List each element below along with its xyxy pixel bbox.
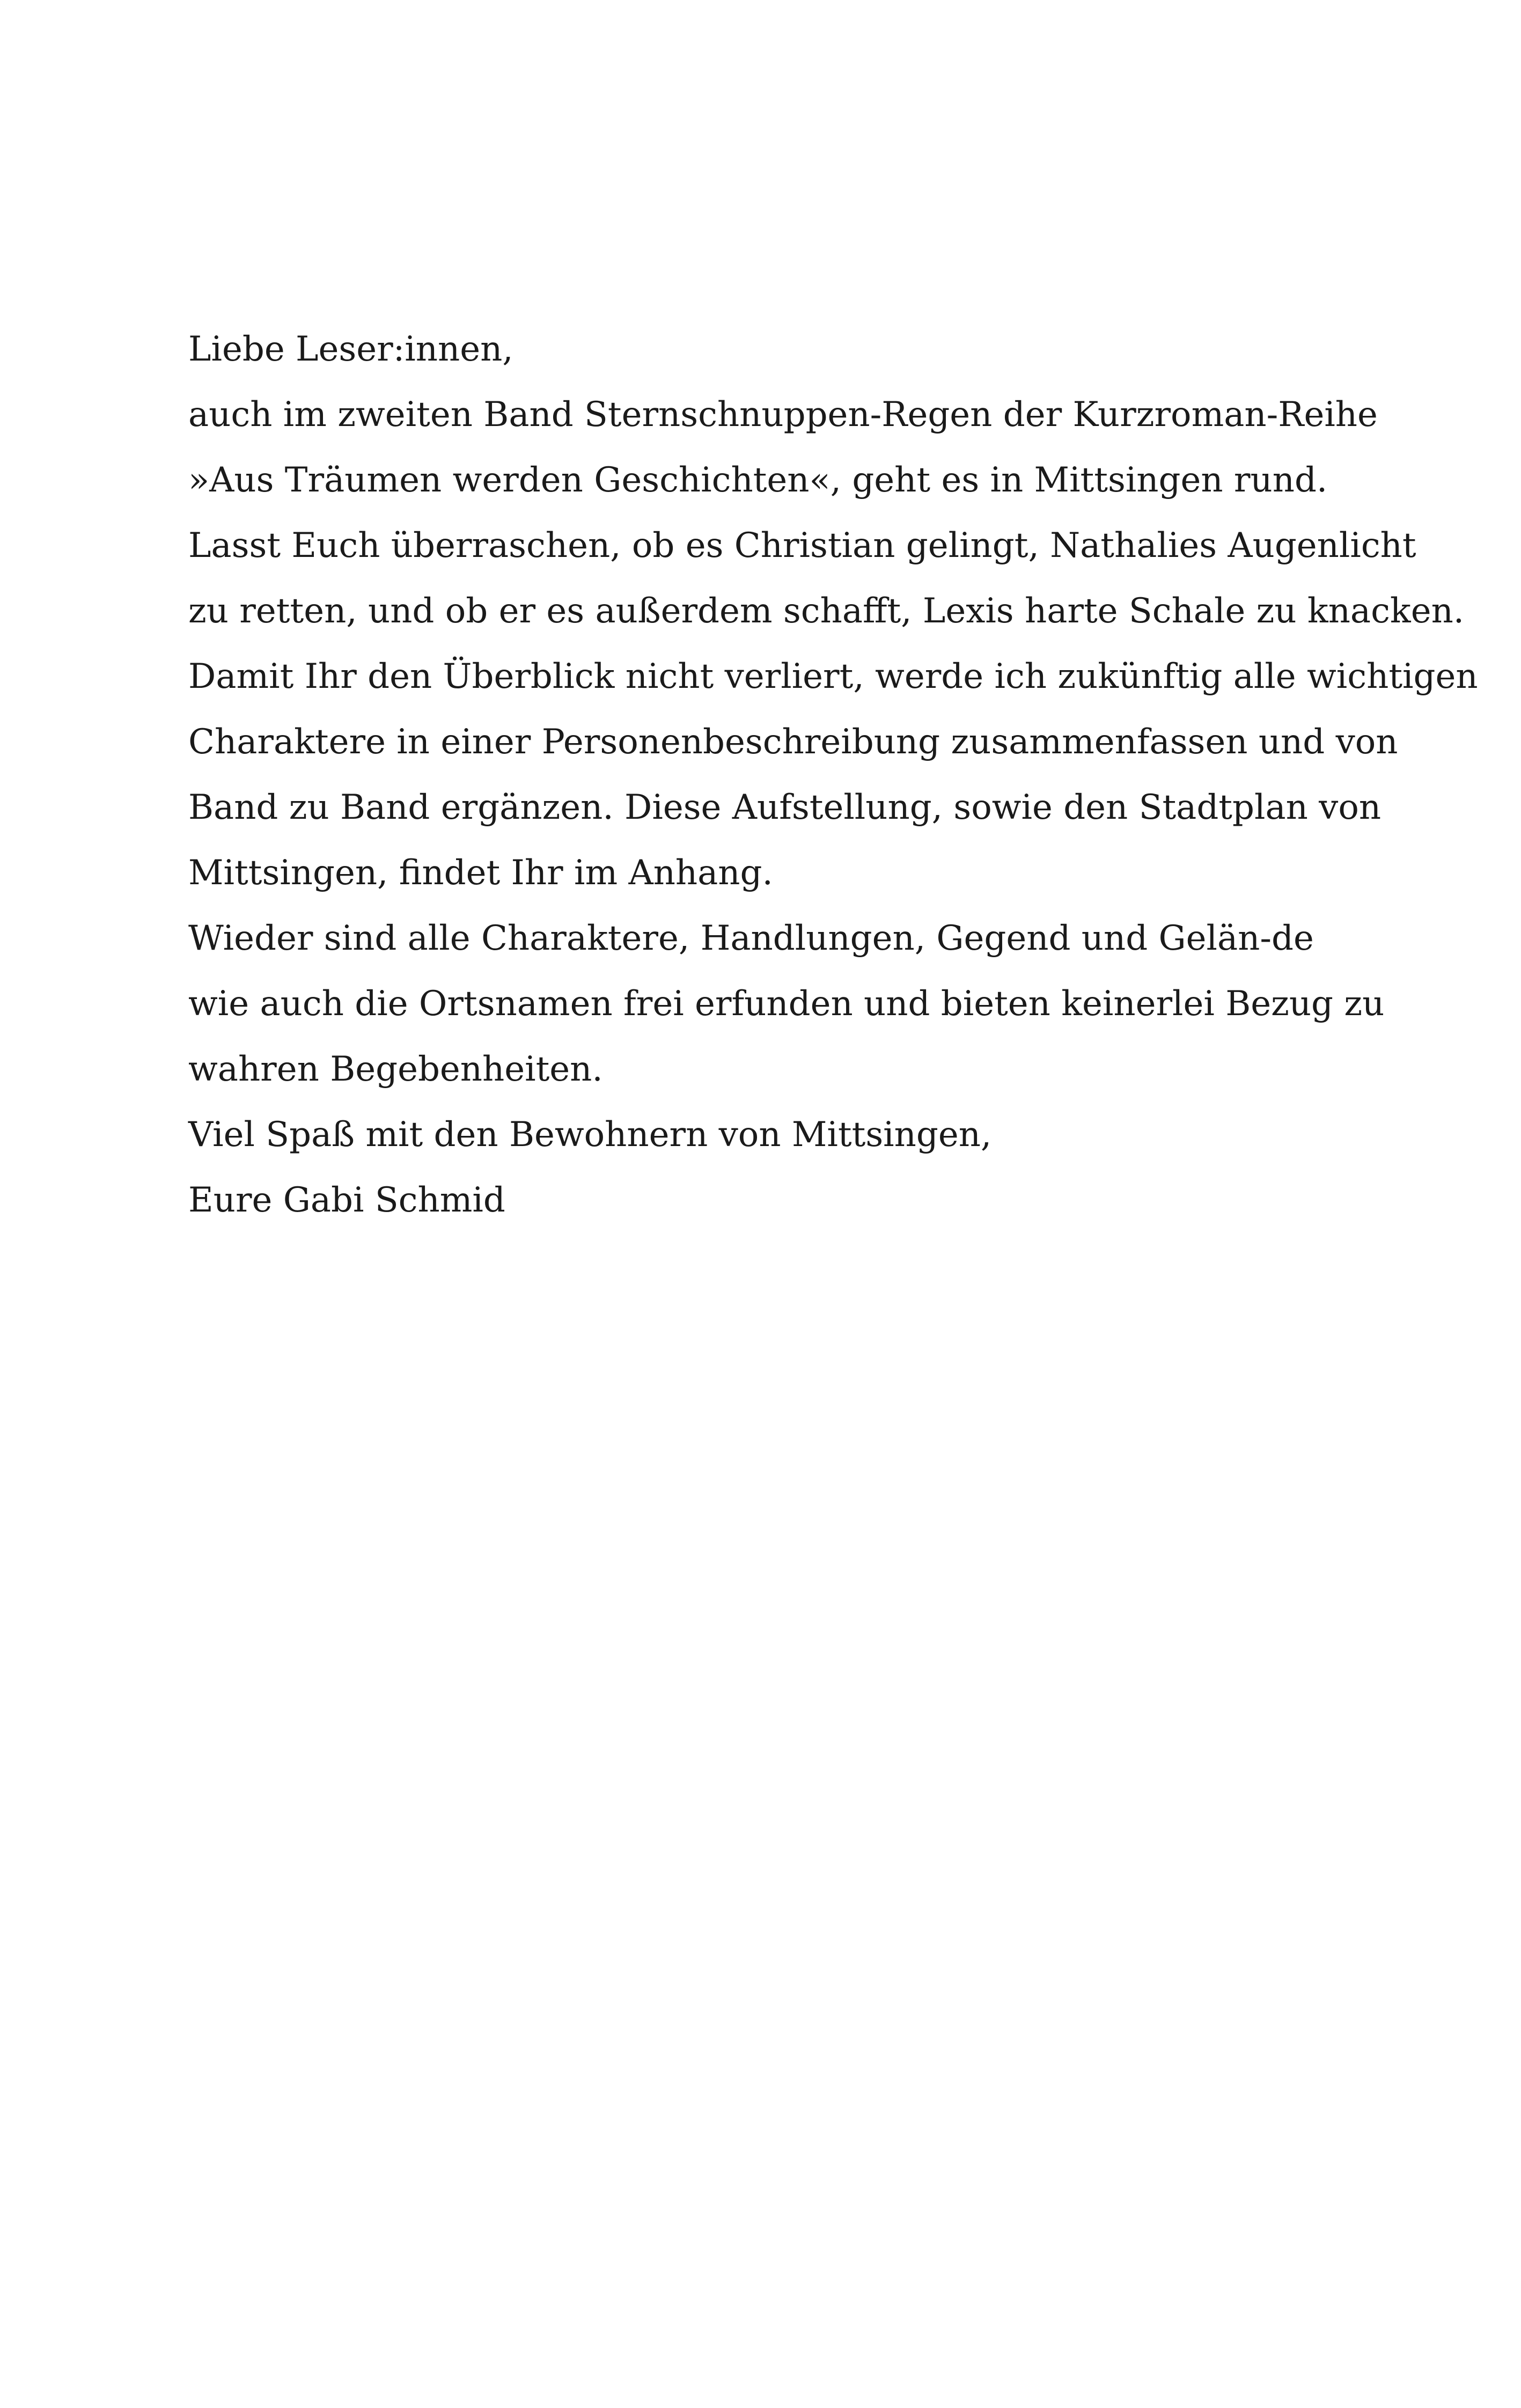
paragraph-line: auch im zweiten Band Sternschnuppen-Regen der Kurzroman-Reihe (188, 395, 1378, 435)
paragraph-line: zu retten, und ob er es außerdem schafft, Lexis harte Schale zu knacken. (188, 591, 1465, 631)
letter-closing (188, 1102, 1304, 1168)
letter-greeting (188, 317, 1304, 382)
paragraph-line: Band zu Band ergänzen. Diese Aufstellung, sowie den Stadtplan von (188, 788, 1382, 827)
letter-signature (188, 1168, 1304, 1233)
paragraph-line: Mittsingen, findet Ihr im Anhang. (188, 853, 773, 893)
paragraph-line: Charaktere in einer Personenbeschreibung zusammenfassen und von (188, 722, 1398, 762)
paragraph-line: Lasst Euch überraschen, ob es Christian gelingt, Nathalies Augenlicht (188, 526, 1416, 566)
paragraph-2 (188, 513, 1465, 644)
paragraph-line: wie auch die Ortsnamen frei erfunden und bieten keinerlei Bezug zu (188, 984, 1385, 1024)
paragraph-line: Wieder sind alle Charaktere, Handlungen, Gegend und Gelän-de (188, 919, 1314, 958)
paragraph-line: »Aus Träumen werden Geschichten«, geht es in Mittsingen rund. (188, 460, 1328, 500)
paragraph-4 (188, 906, 1385, 1102)
paragraph-3 (188, 644, 1478, 906)
closing-line: Viel Spaß mit den Bewohnern von Mittsingen, (188, 1115, 992, 1155)
paragraph-line: wahren Begebenheiten. (188, 1049, 603, 1089)
paragraph-line: Damit Ihr den Überblick nicht verliert, werde ich zukünftig alle wichtigen (188, 657, 1478, 696)
letter-body (188, 317, 1478, 1233)
paragraph-1 (188, 382, 1378, 513)
signature-line: Eure Gabi Schmid (188, 1180, 505, 1220)
greeting-line: Liebe Leser:innen, (188, 329, 513, 369)
